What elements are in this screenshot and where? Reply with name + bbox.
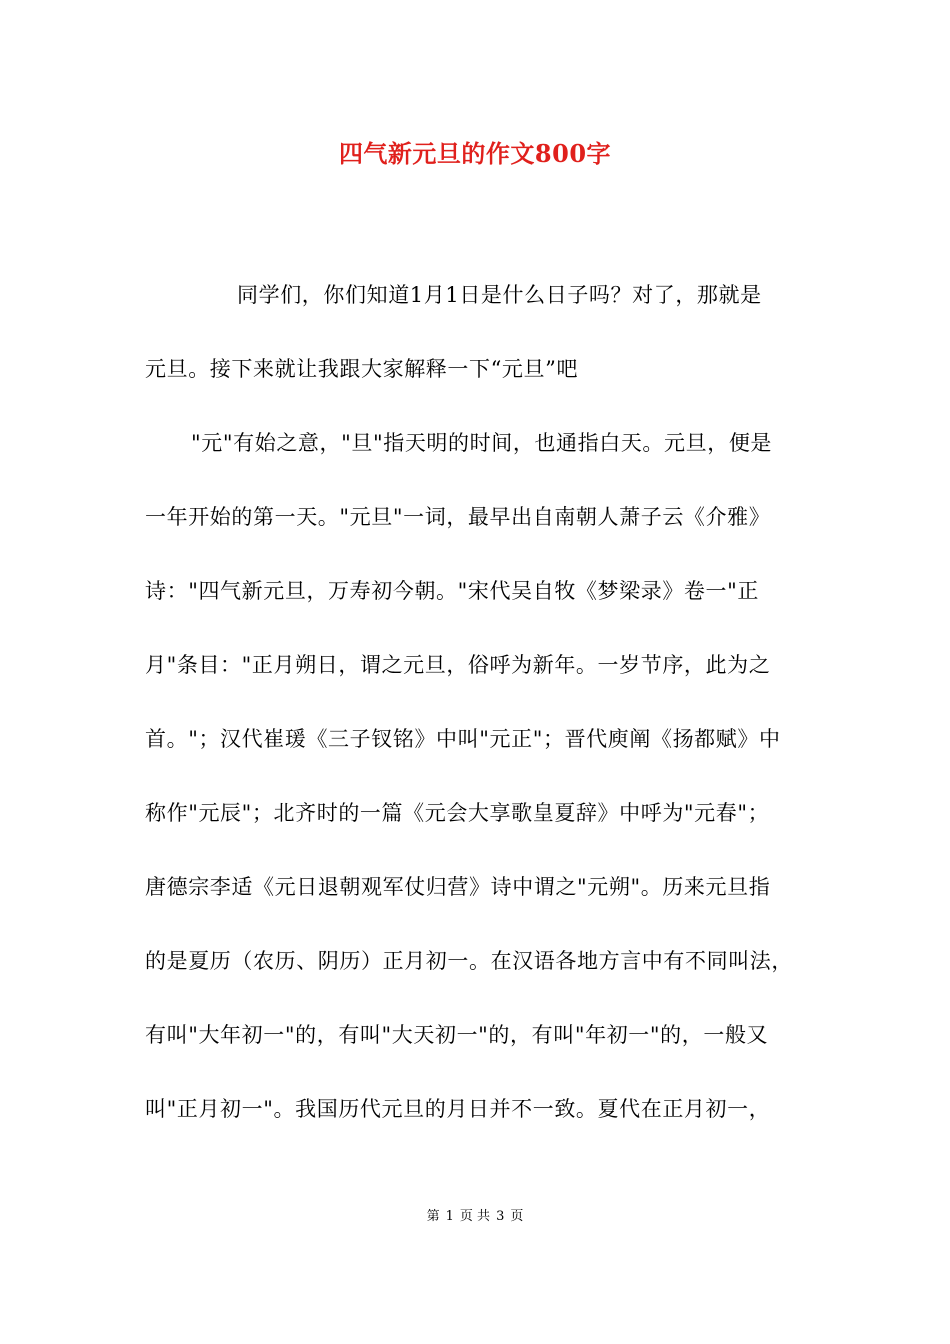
footer-prefix: 第 bbox=[426, 1209, 440, 1224]
paragraph-line: 称作"元辰"；北齐时的一篇《元会大享歌皇夏辞》中呼为"元春"； bbox=[145, 801, 770, 825]
document-title: 四气新元旦的作文800字 bbox=[338, 139, 612, 168]
footer-suffix: 页 bbox=[510, 1209, 524, 1224]
paragraph-line: 有叫"大年初一"的，有叫"大天初一"的，有叫"年初一"的，一般又 bbox=[145, 1023, 769, 1047]
paragraph-line: "元"有始之意，"旦"指天明的时间，也通指白天。元旦，便是 bbox=[191, 431, 773, 455]
paragraph-line: 诗："四气新元旦，万寿初今朝。"宋代吴自牧《梦梁录》卷一"正 bbox=[145, 579, 759, 603]
paragraph-line: 的是夏历（农历、阴历）正月初一。在汉语各地方言中有不同叫法， bbox=[145, 949, 793, 973]
page-footer bbox=[0, 1207, 950, 1227]
paragraph-line: 同学们，你们知道1月1日是什么日子吗？对了，那就是 bbox=[237, 283, 762, 307]
paragraph-line: 月"条目："正月朔日，谓之元旦，俗呼为新年。一岁节序，此为之 bbox=[145, 653, 771, 677]
document-body bbox=[145, 270, 815, 1158]
footer-mid: 页 共 bbox=[459, 1209, 491, 1224]
paragraph-line: 元旦。接下来就让我跟大家解释一下“元旦”吧 bbox=[145, 357, 579, 381]
paragraph-line: 叫"正月初一"。我国历代元旦的月日并不一致。夏代在正月初一， bbox=[145, 1097, 771, 1121]
paragraph-line: 首。"；汉代崔瑗《三子钗铭》中叫"元正"；晋代庾阐《扬都赋》中 bbox=[145, 727, 781, 751]
footer-total-pages: 3 bbox=[496, 1209, 505, 1224]
paragraph-line: 唐德宗李适《元日退朝观军仗归营》诗中谓之"元朔"。历来元旦指 bbox=[145, 875, 771, 899]
footer-page-number: 1 bbox=[445, 1209, 454, 1224]
paragraph-line: 一年开始的第一天。"元旦"一词，最早出自南朝人萧子云《介雅》 bbox=[145, 505, 771, 529]
